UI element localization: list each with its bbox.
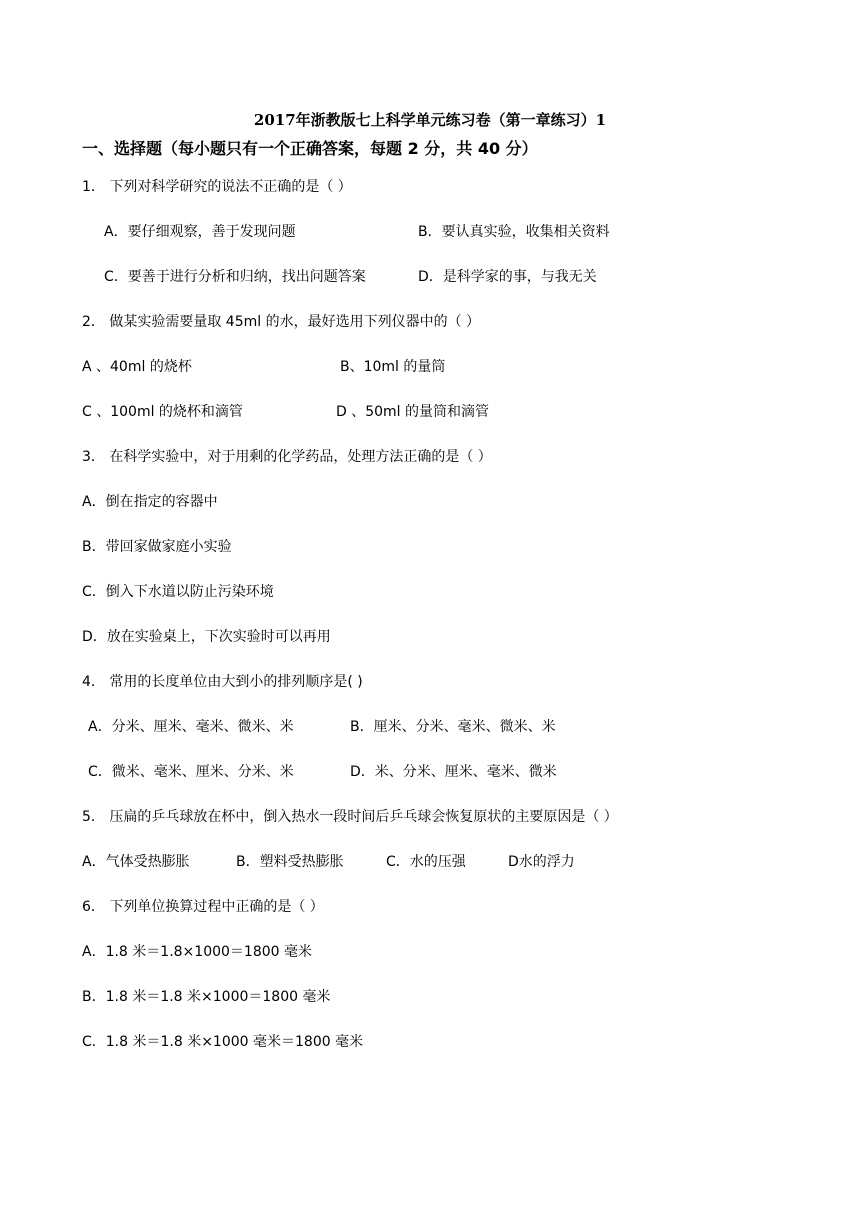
question-4-stem: 4． 常用的长度单位由大到小的排列顺序是( ): [82, 674, 363, 690]
question-6-stem: 6． 下列单位换算过程中正确的是（ ）: [82, 899, 324, 915]
question-5-option-c: C．水的压强: [386, 854, 466, 870]
question-2-option-a: A 、40ml 的烧杯: [82, 359, 192, 375]
question-3-stem: 3． 在科学实验中，对于用剩的化学药品，处理方法正确的是（ ）: [82, 449, 492, 465]
question-4-option-b: B．厘米、分米、毫米、微米、米: [350, 719, 556, 735]
question-4-option-c: C．微米、毫米、厘米、分米、米: [88, 764, 294, 780]
question-5-option-b: B．塑料受热膨胀: [236, 854, 344, 870]
question-3-option-a: A．倒在指定的容器中: [82, 494, 218, 510]
question-1-stem: 1． 下列对科学研究的说法不正确的是（ ）: [82, 179, 352, 195]
question-3-option-b: B．带回家做家庭小实验: [82, 539, 232, 555]
question-1-option-b: B．要认真实验，收集相关资料: [418, 224, 610, 240]
question-5-stem: 5． 压扁的乒乓球放在杯中，倒入热水一段时间后乒乓球会恢复原状的主要原因是（ ）: [82, 809, 618, 825]
section-heading: 一、选择题（每小题只有一个正确答案，每题 2 分，共 40 分）: [82, 139, 538, 158]
question-5-option-d: D水的浮力: [508, 854, 575, 870]
question-3-option-d: D．放在实验桌上，下次实验时可以再用: [82, 629, 331, 645]
question-4-option-d: D．米、分米、厘米、毫米、微米: [350, 764, 557, 780]
question-1-option-a: A．要仔细观察，善于发现问题: [104, 224, 296, 240]
question-2-option-c: C 、100ml 的烧杯和滴管: [82, 404, 243, 420]
question-5-option-a: A．气体受热膨胀: [82, 854, 190, 870]
question-3-option-c: C．倒入下水道以防止污染环境: [82, 584, 274, 600]
question-6-option-c: C．1.8 米＝1.8 米×1000 毫米＝1800 毫米: [82, 1034, 364, 1050]
question-1-option-d: D．是科学家的事，与我无关: [418, 269, 597, 285]
page-title: 2017年浙教版七上科学单元练习卷（第一章练习）1: [253, 111, 607, 129]
question-1-option-c: C．要善于进行分析和归纳，找出问题答案: [104, 269, 366, 285]
question-4-option-a: A．分米、厘米、毫米、微米、米: [88, 719, 294, 735]
question-2-stem: 2． 做某实验需要量取 45ml 的水，最好选用下列仪器中的（ ）: [82, 314, 481, 330]
question-6-option-a: A．1.8 米＝1.8×1000＝1800 毫米: [82, 944, 312, 960]
question-2-option-b: B、10ml 的量筒: [340, 359, 446, 375]
question-2-option-d: D 、50ml 的量筒和滴管: [336, 404, 490, 420]
question-6-option-b: B．1.8 米＝1.8 米×1000＝1800 毫米: [82, 989, 331, 1005]
